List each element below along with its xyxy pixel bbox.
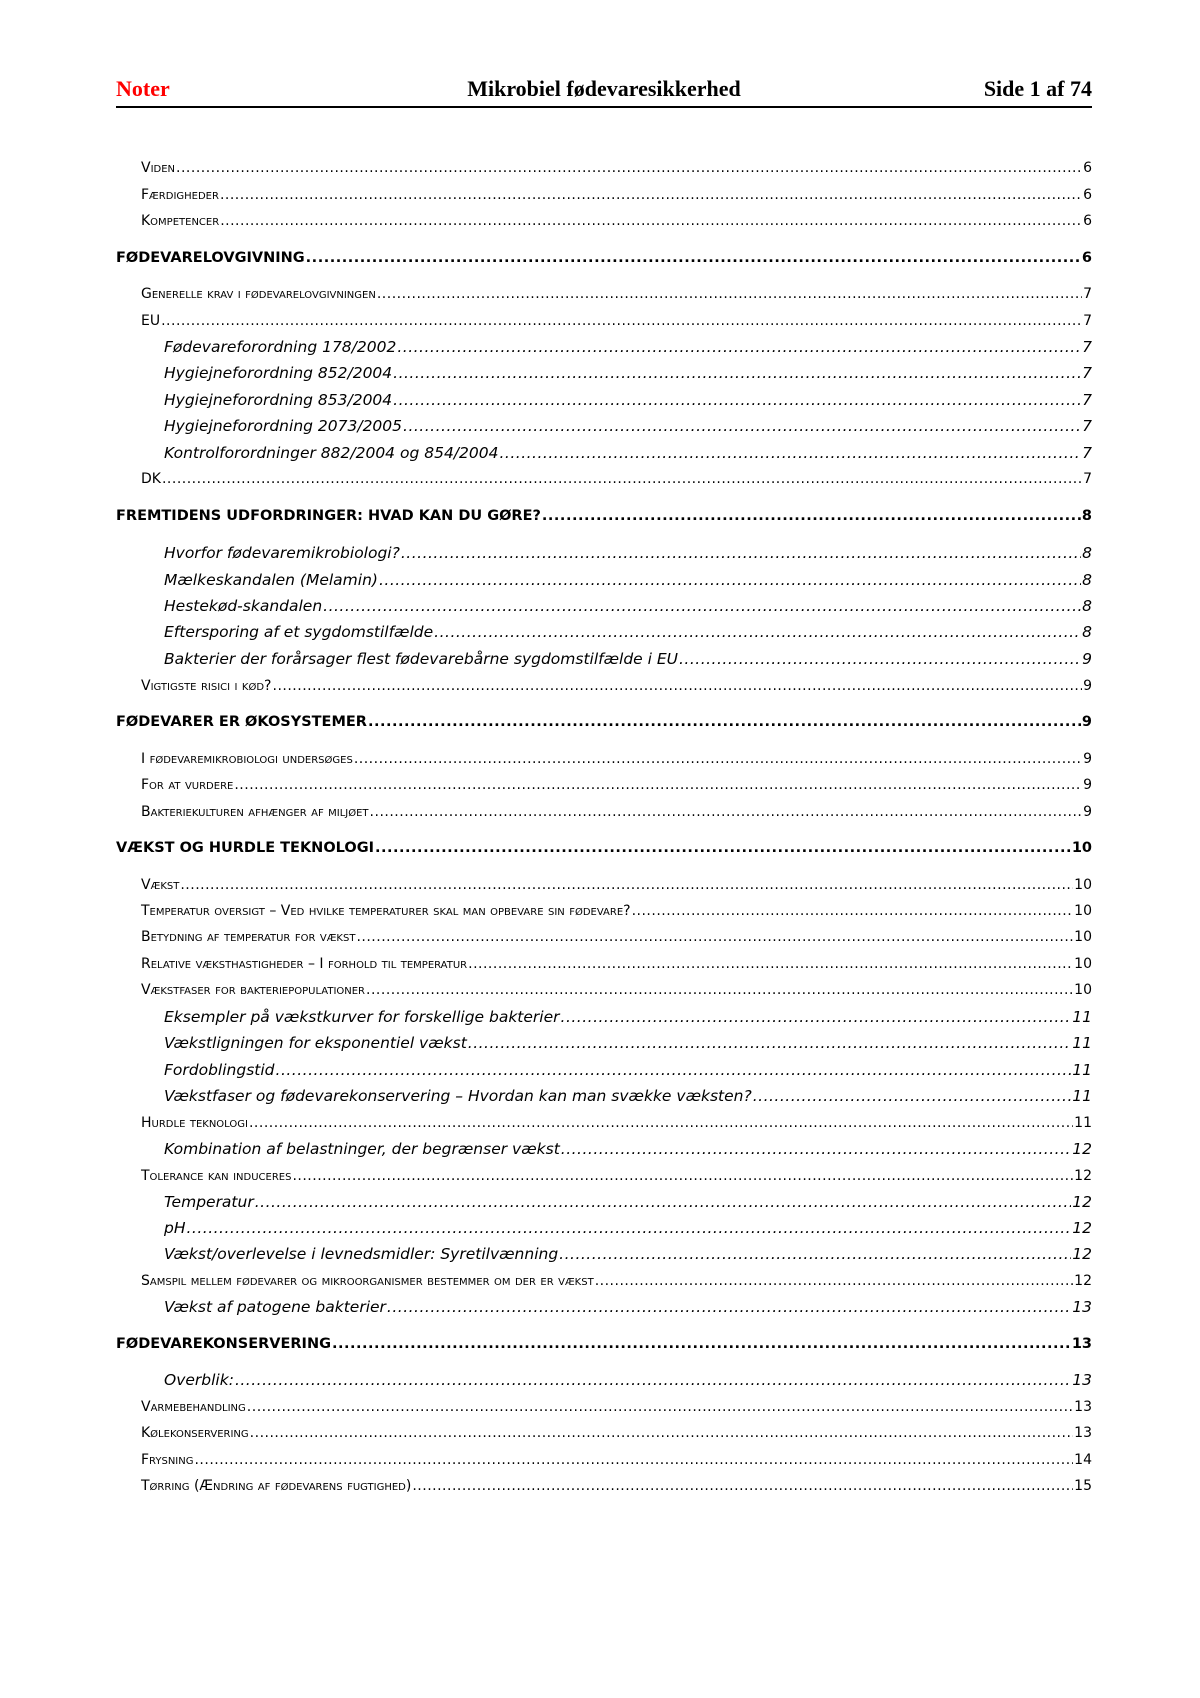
toc-entry[interactable] (141, 469, 1092, 489)
toc-entry-page: 6 (1083, 187, 1092, 203)
toc-entry[interactable] (164, 1007, 1092, 1027)
toc-entry-page: 12 (1074, 1168, 1092, 1184)
toc-dot-leader (393, 363, 1081, 383)
toc-entry-title: DK (141, 471, 161, 487)
toc-entry[interactable] (141, 311, 1092, 331)
toc-entry-title: Viden (141, 160, 176, 176)
toc-entry-page: 11 (1072, 1034, 1092, 1052)
toc-entry-title: Vækstligningen for eksponentiel vækst (164, 1034, 467, 1052)
toc-entry-title: Fordoblingstid (164, 1061, 275, 1079)
toc-entry[interactable] (116, 506, 1092, 526)
toc-entry-page: 11 (1072, 1061, 1092, 1079)
toc-entry-title: Vækstfaser for bakteriepopulationer (141, 982, 366, 998)
toc-entry-page: 9 (1083, 751, 1092, 767)
toc-dot-leader (235, 1370, 1071, 1390)
toc-entry-page: 9 (1083, 678, 1092, 694)
toc-entry[interactable] (164, 1244, 1092, 1264)
toc-dot-leader (393, 390, 1081, 410)
toc-entry-title: Temperatur oversigt – Ved hvilke temperaturer skal man opbevare sin fødevare? (141, 903, 631, 919)
toc-entry[interactable] (141, 284, 1092, 304)
toc-entry[interactable] (164, 543, 1092, 563)
header-notes-label: Noter (116, 76, 170, 101)
toc-entry[interactable] (164, 1033, 1092, 1053)
toc-entry[interactable] (141, 954, 1092, 974)
toc-entry-page: 13 (1072, 1371, 1092, 1389)
toc-entry-title: Eksempler på vækstkurver for forskellige bakterier (164, 1008, 560, 1026)
toc-entry-page: 6 (1083, 213, 1092, 229)
toc-entry-title: FØDEVAREKONSERVERING (116, 1336, 331, 1352)
toc-entry-title: Relative væksthastigheder – I forhold til temperatur (141, 956, 468, 972)
toc-entry[interactable] (164, 596, 1092, 616)
toc-entry[interactable] (164, 416, 1092, 436)
toc-entry[interactable] (116, 838, 1092, 858)
toc-entry-title: Kontrolforordninger 882/2004 og 854/2004 (164, 444, 499, 462)
toc-entry-title: Hvorfor fødevaremikrobiologi? (164, 544, 400, 562)
toc-dot-leader (187, 1218, 1072, 1238)
toc-entry[interactable] (141, 1166, 1092, 1186)
toc-entry-page: 9 (1081, 714, 1092, 730)
toc-dot-leader (412, 1476, 1073, 1496)
toc-entry-title: FREMTIDENS UDFORDRINGER: HVAD KAN DU GØRE? (116, 508, 541, 524)
toc-entry-title: Hestekød-skandalen (164, 597, 323, 615)
toc-dot-leader (273, 676, 1083, 696)
toc-entry-title: pH (164, 1219, 186, 1237)
toc-entry-page: 11 (1074, 1115, 1092, 1131)
toc-entry[interactable] (164, 363, 1092, 383)
toc-entry[interactable] (164, 443, 1092, 463)
toc-dot-leader (249, 1113, 1073, 1133)
toc-entry-page: 10 (1074, 956, 1092, 972)
toc-dot-leader (276, 1060, 1072, 1080)
toc-entry[interactable] (141, 1450, 1092, 1470)
toc-dot-leader (387, 1297, 1071, 1317)
toc-entry[interactable] (164, 390, 1092, 410)
toc-entry[interactable] (141, 1271, 1092, 1291)
toc-entry[interactable] (141, 901, 1092, 921)
toc-entry-title: Fødevareforordning 178/2002 (164, 338, 397, 356)
toc-entry-page: 8 (1081, 508, 1092, 524)
toc-dot-leader (366, 980, 1073, 1000)
toc-entry[interactable] (141, 211, 1092, 231)
toc-entry-page: 12 (1072, 1245, 1092, 1263)
toc-entry-page: 8 (1082, 544, 1092, 562)
toc-entry[interactable] (116, 712, 1092, 732)
toc-entry[interactable] (164, 1218, 1092, 1238)
toc-entry[interactable] (116, 248, 1092, 268)
toc-entry-title: Kombination af belastninger, der begrænser vækst (164, 1140, 560, 1158)
toc-dot-leader (403, 416, 1081, 436)
toc-entry[interactable] (141, 1397, 1092, 1417)
toc-dot-leader (499, 443, 1081, 463)
toc-dot-leader (561, 1139, 1071, 1159)
toc-entry[interactable] (164, 1370, 1092, 1390)
toc-entry-page: 6 (1081, 250, 1092, 266)
toc-dot-leader (194, 1450, 1073, 1470)
toc-dot-leader (162, 469, 1082, 489)
toc-entry-page: 10 (1074, 929, 1092, 945)
toc-entry[interactable] (164, 1192, 1092, 1212)
toc-dot-leader (679, 649, 1081, 669)
toc-entry-title: Betydning af temperatur for vækst (141, 929, 356, 945)
toc-entry-page: 9 (1082, 650, 1092, 668)
toc-entry-page: 10 (1074, 903, 1092, 919)
toc-entry-page: 8 (1082, 597, 1092, 615)
toc-entry-title: Hygiejneforordning 853/2004 (164, 391, 393, 409)
toc-entry-title: EU (141, 313, 161, 329)
toc-dot-leader (176, 158, 1082, 178)
toc-dot-leader (753, 1086, 1072, 1106)
toc-entry[interactable] (164, 1060, 1092, 1080)
toc-entry[interactable] (141, 927, 1092, 947)
toc-dot-leader (180, 875, 1073, 895)
toc-entry-page: 12 (1074, 1273, 1092, 1289)
toc-entry[interactable] (164, 649, 1092, 669)
toc-dot-leader (375, 838, 1071, 858)
toc-entry-page: 11 (1072, 1008, 1092, 1026)
toc-entry-title: Vigtigste risici i kød? (141, 678, 272, 694)
toc-dot-leader (370, 802, 1083, 822)
toc-entry-page: 13 (1071, 1336, 1092, 1352)
toc-entry-title: Vækstfaser og fødevarekonservering – Hvordan kan man svække væksten? (164, 1087, 752, 1105)
toc-dot-leader (332, 1334, 1071, 1354)
toc-entry[interactable] (164, 1086, 1092, 1106)
toc-entry-page: 13 (1072, 1298, 1092, 1316)
toc-dot-leader (379, 570, 1081, 590)
toc-entry-page: 7 (1083, 471, 1092, 487)
toc-entry-page: 7 (1082, 417, 1092, 435)
toc-entry[interactable] (141, 1476, 1092, 1496)
toc-entry-title: For at vurdere (141, 777, 234, 793)
toc-entry-page: 11 (1072, 1087, 1092, 1105)
toc-entry-title: Tørring (Ændring af fødevarens fugtighed) (141, 1478, 412, 1494)
toc-entry-page: 10 (1074, 877, 1092, 893)
toc-entry-title: Eftersporing af et sygdomstilfælde (164, 623, 434, 641)
header-document-title: Mikrobiel fødevaresikkerhed (467, 76, 741, 101)
toc-entry-page: 7 (1082, 364, 1092, 382)
toc-entry-page: 10 (1071, 840, 1092, 856)
toc-entry-title: FØDEVARER ER ØKOSYSTEMER (116, 714, 367, 730)
toc-entry[interactable] (141, 1423, 1092, 1443)
toc-dot-leader (561, 1007, 1072, 1027)
toc-entry[interactable] (164, 622, 1092, 642)
toc-entry-title: Hygiejneforordning 2073/2005 (164, 417, 403, 435)
toc-entry-page: 9 (1083, 804, 1092, 820)
toc-dot-leader (434, 622, 1081, 642)
toc-entry-page: 12 (1072, 1193, 1092, 1211)
toc-entry-title: Vækst af patogene bakterier (164, 1298, 386, 1316)
toc-entry-page: 8 (1082, 623, 1092, 641)
toc-entry-page: 14 (1074, 1452, 1092, 1468)
toc-entry-page: 13 (1074, 1425, 1092, 1441)
toc-entry-title: Kølekonservering (141, 1425, 249, 1441)
toc-entry-title: Vækst/overlevelse i levnedsmidler: Syretilvænning (164, 1245, 559, 1263)
toc-entry-page: 12 (1072, 1140, 1092, 1158)
toc-entry-title: Bakterier der forårsager flest fødevarebårne sygdomstilfælde i EU (164, 650, 678, 668)
toc-entry-title: Færdigheder (141, 187, 219, 203)
toc-entry[interactable] (141, 749, 1092, 769)
toc-dot-leader (595, 1271, 1073, 1291)
toc-dot-leader (377, 284, 1082, 304)
toc-entry[interactable] (141, 875, 1092, 895)
toc-entry-page: 7 (1082, 391, 1092, 409)
toc-entry[interactable] (141, 980, 1092, 1000)
toc-entry-title: VÆKST OG HURDLE TEKNOLOGI (116, 840, 374, 856)
toc-dot-leader (354, 749, 1082, 769)
toc-dot-leader (250, 1423, 1074, 1443)
toc-entry-page: 7 (1083, 313, 1092, 329)
toc-entry-title: Vækst (141, 877, 180, 893)
header-page-number: Side 1 af 74 (983, 76, 1092, 101)
toc-entry-title: Temperatur (164, 1193, 254, 1211)
toc-dot-leader (542, 506, 1081, 526)
toc-dot-leader (306, 248, 1081, 268)
toc-entry[interactable] (141, 775, 1092, 795)
toc-dot-leader (356, 927, 1073, 947)
toc-entry-title: Varmebehandling (141, 1399, 246, 1415)
toc-entry[interactable] (141, 676, 1092, 696)
toc-entry-title: I fødevaremikrobiologi undersøges (141, 751, 353, 767)
toc-dot-leader (397, 337, 1081, 357)
toc-dot-leader (234, 775, 1082, 795)
toc-dot-leader (255, 1192, 1072, 1212)
toc-entry-title: Bakteriekulturen afhænger af miljøet (141, 804, 369, 820)
toc-dot-leader (401, 543, 1081, 563)
toc-entry[interactable] (164, 337, 1092, 357)
toc-entry-title: Kompetencer (141, 213, 220, 229)
toc-entry-title: Samspil mellem fødevarer og mikroorganismer bestemmer om der er vækst (141, 1273, 594, 1289)
toc-entry-title: Tolerance kan induceres (141, 1168, 292, 1184)
toc-dot-leader (247, 1397, 1073, 1417)
toc-entry[interactable] (141, 185, 1092, 205)
toc-entry-title: FØDEVARELOVGIVNING (116, 250, 305, 266)
toc-entry[interactable] (164, 1297, 1092, 1317)
toc-entry-title: Mælkeskandalen (Melamin) (164, 571, 378, 589)
toc-entry-title: Frysning (141, 1452, 194, 1468)
toc-dot-leader (161, 311, 1082, 331)
toc-entry[interactable] (116, 1334, 1092, 1354)
toc-entry-page: 8 (1082, 571, 1092, 589)
toc-entry-page: 10 (1074, 982, 1092, 998)
toc-dot-leader (468, 1033, 1071, 1053)
toc-entry-page: 7 (1082, 444, 1092, 462)
toc-entry-page: 6 (1083, 160, 1092, 176)
toc-entry-page: 15 (1074, 1478, 1092, 1494)
toc-entry[interactable] (164, 1139, 1092, 1159)
toc-entry-title: Generelle krav i fødevarelovgivningen (141, 286, 376, 302)
toc-dot-leader (368, 712, 1081, 732)
toc-dot-leader (220, 185, 1082, 205)
toc-entry-title: Hurdle teknologi (141, 1115, 248, 1131)
toc-entry-page: 12 (1072, 1219, 1092, 1237)
toc-entry[interactable] (141, 1113, 1092, 1133)
toc-dot-leader (220, 211, 1082, 231)
toc-dot-leader (559, 1244, 1071, 1264)
toc-entry-page: 7 (1083, 286, 1092, 302)
toc-entry-page: 13 (1074, 1399, 1092, 1415)
toc-dot-leader (292, 1166, 1073, 1186)
toc-dot-leader (468, 954, 1073, 974)
toc-entry-page: 7 (1082, 338, 1092, 356)
toc-entry-page: 9 (1083, 777, 1092, 793)
toc-entry-title: Overblik: (164, 1371, 234, 1389)
toc-dot-leader (323, 596, 1081, 616)
toc-entry[interactable] (141, 802, 1092, 822)
toc-dot-leader (632, 901, 1074, 921)
toc-entry-title: Hygiejneforordning 852/2004 (164, 364, 393, 382)
toc-entry[interactable] (164, 570, 1092, 590)
toc-entry[interactable] (141, 158, 1092, 178)
